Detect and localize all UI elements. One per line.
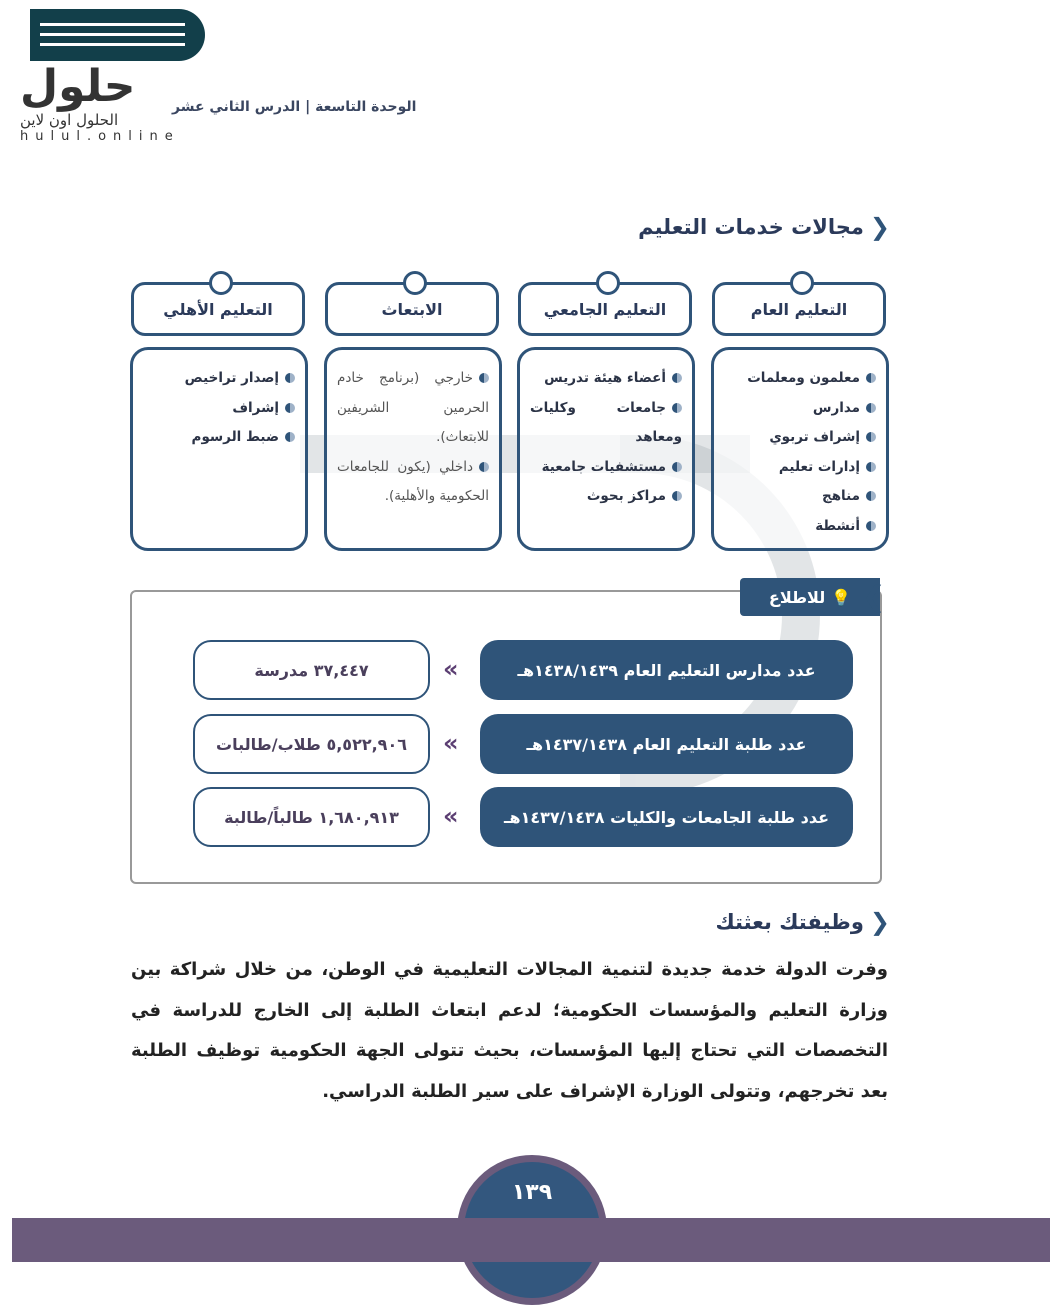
double-chevron-left-icon: «	[443, 655, 459, 683]
breadcrumb: الوحدة التاسعة | الدرس الثاني عشر	[172, 99, 417, 115]
bullet-icon	[285, 373, 295, 383]
footer-bar	[12, 1218, 1050, 1262]
double-chevron-left-icon: «	[443, 729, 459, 757]
chevron-icon: ❮	[869, 908, 890, 936]
logo-mark	[30, 9, 205, 61]
info-tag-label: للاطلاع	[768, 587, 826, 607]
section-title-text: وظيفتك بعثتك	[715, 910, 864, 934]
column-header-general	[712, 282, 886, 336]
column-body-private	[130, 347, 308, 551]
list-item: ضبط الرسوم	[143, 423, 295, 453]
info-tag	[740, 578, 880, 616]
stat-value: ١,٦٨٠,٩١٣ طالباً/طالبة	[193, 787, 430, 847]
connector-knob	[790, 271, 814, 295]
column-title: التعليم الأهلي	[163, 299, 273, 319]
list-item: معلمون ومعلمات	[724, 364, 876, 394]
stat-label: عدد طلبة التعليم العام ١٤٣٧/١٤٣٨هـ	[480, 714, 853, 774]
bullet-icon	[479, 373, 489, 383]
list-item: إصدار تراخيص	[143, 364, 295, 394]
stat-label: عدد مدارس التعليم العام ١٤٣٨/١٤٣٩هـ	[480, 640, 853, 700]
body-paragraph: وفرت الدولة خدمة جديدة لتنمية المجالات التعليمية في الوطن، من خلال شراكة بين وزارة التعليم والمؤسسات الحكومية؛ لدعم ابتعاث الطلبة إلى الخارج للدراسة في التخصصات التي تحتاج إليها المؤسسات، بحيث تتولى الجهة الحكومية توظيف الطلبة بعد تخرجهم، وتتولى الوزارة الإشراف على سير الطلبة الدراسي.	[131, 959, 888, 1102]
bullet-icon	[672, 403, 682, 413]
connector-knob	[403, 271, 427, 295]
column-header-scholarship	[325, 282, 499, 336]
column-body-general	[711, 347, 889, 551]
list-item: مراكز بحوث	[530, 482, 682, 512]
column-body-scholarship	[324, 347, 502, 551]
list-item: إدارات تعليم	[724, 453, 876, 483]
list-item: جامعات وكليات ومعاهد	[530, 399, 682, 445]
list-item: أعضاء هيئة تدريس	[530, 364, 682, 394]
logo	[20, 61, 180, 144]
section-title-text: مجالات خدمات التعليم	[638, 215, 864, 239]
bullet-icon	[285, 403, 295, 413]
bullet-icon	[866, 432, 876, 442]
stat-value: ٣٧,٤٤٧ مدرسة	[193, 640, 430, 700]
list-item: مستشفيات جامعية	[530, 453, 682, 483]
bullet-icon	[672, 373, 682, 383]
bullet-icon	[866, 521, 876, 531]
bullet-icon	[866, 462, 876, 472]
chevron-icon: ❮	[862, 580, 886, 613]
logo-text: حلول	[20, 61, 136, 112]
stat-label: عدد طلبة الجامعات والكليات ١٤٣٧/١٤٣٨هـ	[480, 787, 853, 847]
bullet-icon	[285, 432, 295, 442]
logo-url: hulul.online	[20, 129, 180, 144]
column-header-university	[518, 282, 692, 336]
column-title: التعليم العام	[750, 299, 848, 319]
bullet-icon	[672, 462, 682, 472]
bullet-icon	[479, 462, 489, 472]
connector-knob	[596, 271, 620, 295]
connector-knob	[209, 271, 233, 295]
bullet-icon	[672, 491, 682, 501]
list-item: داخلي (يكون للجامعات الحكومية والأهلية).	[337, 458, 489, 504]
bullet-icon	[866, 403, 876, 413]
column-title: التعليم الجامعي	[543, 299, 667, 319]
bullet-icon	[866, 373, 876, 383]
list-item: إشراف تربوي	[724, 423, 876, 453]
list-item: خارجي (برنامج خادم الحرمين الشريفين للابتعاث).	[337, 370, 489, 445]
page-number: ١٣٩	[511, 1180, 553, 1205]
list-item: إشراف	[143, 394, 295, 424]
column-body-university	[517, 347, 695, 551]
section-title	[715, 908, 890, 936]
chevron-icon: ❮	[869, 213, 890, 241]
list-item: مدارس	[724, 394, 876, 424]
bullet-icon	[866, 491, 876, 501]
lightbulb-icon: 💡	[831, 587, 852, 607]
column-title: الابتعاث	[381, 299, 443, 319]
list-item: أنشطة	[724, 512, 876, 542]
logo-subtitle: الحلول اون لاين	[20, 111, 119, 129]
double-chevron-left-icon: «	[443, 802, 459, 830]
list-item: مناهج	[724, 482, 876, 512]
section-title	[638, 213, 890, 241]
stat-value: ٥,٥٢٢,٩٠٦ طلاب/طالبات	[193, 714, 430, 774]
column-header-private	[131, 282, 305, 336]
